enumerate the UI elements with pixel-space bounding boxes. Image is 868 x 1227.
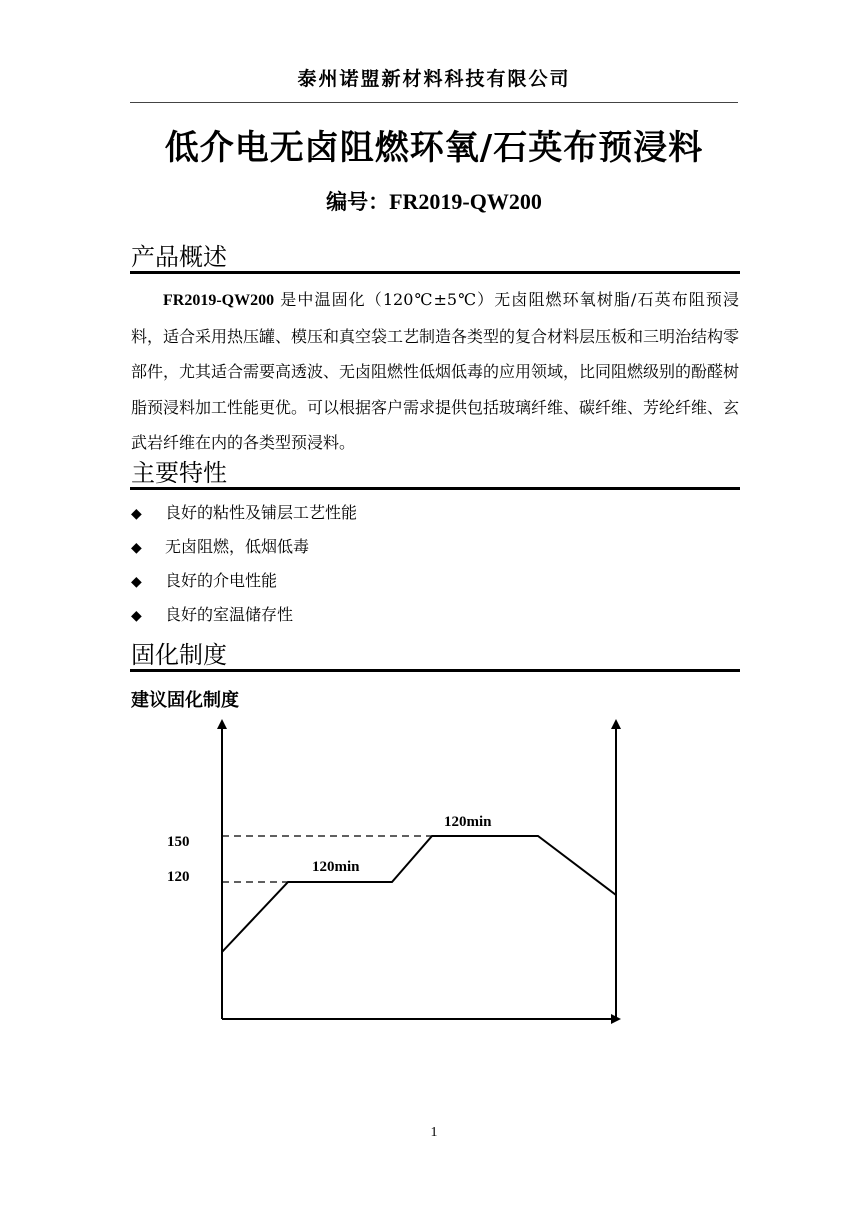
diamond-bullet-icon: ◆ bbox=[131, 540, 142, 556]
diamond-bullet-icon: ◆ bbox=[131, 506, 142, 522]
diamond-bullet-icon: ◆ bbox=[131, 608, 142, 624]
section-heading-overview: 产品概述 bbox=[131, 243, 227, 271]
section-heading-features: 主要特性 bbox=[131, 459, 227, 487]
product-code-value: FR2019-QW200 bbox=[389, 189, 542, 214]
cure-subheading: 建议固化制度 bbox=[131, 690, 239, 711]
feature-text: 无卤阻燃，低烟低毒 bbox=[165, 537, 310, 556]
feature-text: 良好的室温储存性 bbox=[165, 605, 294, 624]
page-number: 1 bbox=[430, 1125, 438, 1140]
feature-text: 良好的粘性及铺层工艺性能 bbox=[165, 503, 358, 522]
overview-text: 是中温固化（120℃±5℃）无卤阻燃环氧树脂/石英布阻预浸料，适合采用热压罐、模压和真空袋工艺制造各类型的复合材料层压板和三明治结构零部件，尤其适合需要高透波、无卤阻燃性低烟低毒的应用领域，比同阻燃级别的酚醛树脂预浸料加工性能更优。可以根据客户需求提供包括玻璃纤维、碳纤维、芳纶纤维、玄武岩纤维在内的各类型预浸料。 bbox=[131, 290, 740, 452]
overview-lead: FR2019-QW200 bbox=[163, 292, 275, 309]
y-label-120: 120 bbox=[167, 869, 190, 885]
product-code-label: 编号： bbox=[326, 189, 390, 214]
temperature-profile-line bbox=[222, 836, 616, 952]
segment-label-first-hold: 120min bbox=[312, 859, 360, 875]
document-title: 低介电无卤阻燃环氧/石英布预浸料 bbox=[164, 128, 704, 168]
y-label-150: 150 bbox=[167, 834, 190, 850]
section-heading-cure: 固化制度 bbox=[131, 641, 227, 669]
diamond-bullet-icon: ◆ bbox=[131, 574, 142, 590]
segment-label-second-hold: 120min bbox=[444, 814, 492, 830]
feature-text: 良好的介电性能 bbox=[165, 571, 278, 590]
company-name: 泰州诺盟新材料科技有限公司 bbox=[297, 68, 571, 90]
